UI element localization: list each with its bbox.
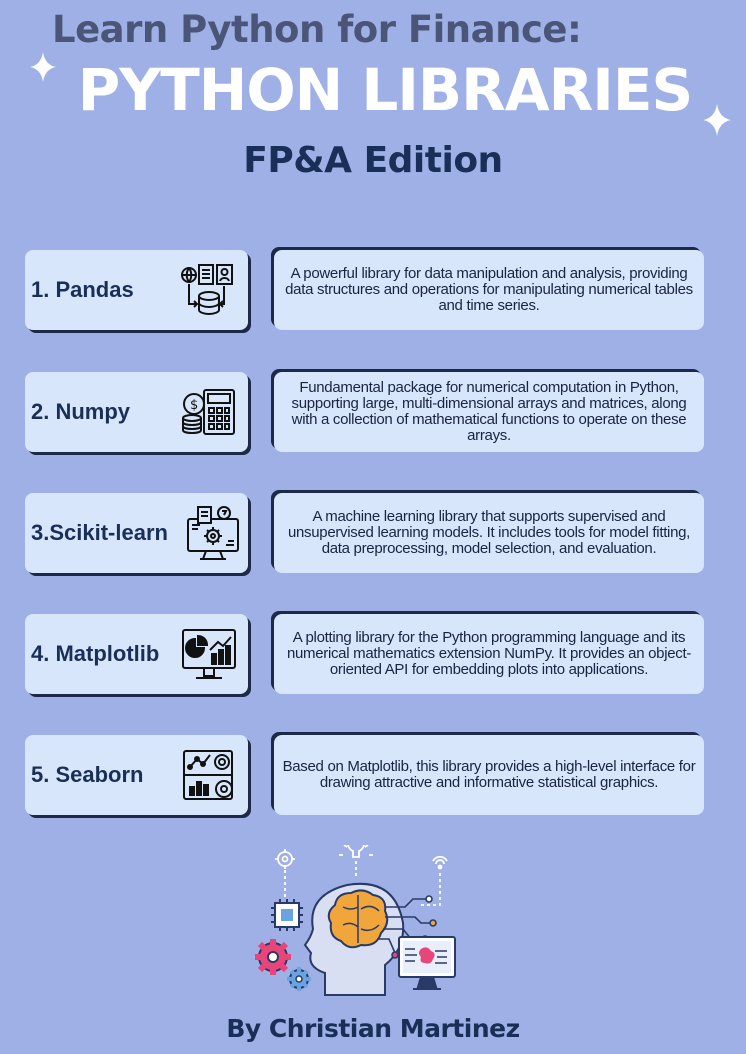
library-description-card xyxy=(274,372,704,452)
library-row-matplotlib xyxy=(0,614,746,700)
sparkle-icon xyxy=(30,52,56,82)
library-name: 1. Pandas xyxy=(31,277,134,302)
library-description-card xyxy=(274,493,704,573)
library-description-card xyxy=(274,614,704,694)
calculator-coins-icon xyxy=(180,384,238,442)
library-description-card xyxy=(274,735,704,815)
sparkle-icon xyxy=(703,104,731,136)
title-line-1: Learn Python for Finance: xyxy=(52,8,582,51)
library-description: Based on Matplotlib, this library provides a high-level interface for drawing attractive and informative statistical graphics. xyxy=(282,758,696,791)
library-name-card xyxy=(25,493,248,573)
library-name: 3.Scikit-learn xyxy=(31,520,168,545)
library-name-card xyxy=(25,614,248,694)
library-name-card xyxy=(25,735,248,815)
library-description: A powerful library for data manipulation and analysis, providing data structures and operations for manipulating numerical tables and time series. xyxy=(285,265,693,314)
ai-brain-head-icon xyxy=(255,845,475,1005)
monitor-gear-icon xyxy=(184,505,242,563)
library-description-card xyxy=(274,250,704,330)
library-name: 4. Matplotlib xyxy=(31,641,160,666)
library-description: A machine learning library that supports supervised and unsupervised learning models. It includes tools for model fitting, data preprocessing, model selection, and evaluation. xyxy=(287,508,691,557)
library-description: Fundamental package for numerical computation in Python, supporting large, multi-dimensional arrays and matrices, along with a collection of mathematical functions to operate on these arrays. xyxy=(291,379,687,444)
library-name: 2. Numpy xyxy=(31,399,131,424)
database-document-icon xyxy=(180,262,238,320)
library-name-card xyxy=(25,250,248,330)
title-line-3: FP&A Edition xyxy=(243,140,503,181)
library-row-numpy xyxy=(0,372,746,458)
library-row-seaborn xyxy=(0,735,746,821)
svg-text:$: $ xyxy=(190,398,199,413)
library-row-scikit-learn xyxy=(0,493,746,579)
library-name-card xyxy=(25,372,248,452)
library-name: 5. Seaborn xyxy=(31,762,144,787)
dashboard-graphics-icon xyxy=(180,747,238,805)
author-byline: By Christian Martinez xyxy=(226,1014,520,1043)
chart-monitor-icon xyxy=(180,626,238,684)
library-row-pandas xyxy=(0,250,746,336)
library-description: A plotting library for the Python programming language and its numerical mathematics extension NumPy. It provides an object-oriented API for embedding plots into applications. xyxy=(286,629,692,678)
title-line-2: PYTHON LIBRARIES xyxy=(77,56,693,124)
